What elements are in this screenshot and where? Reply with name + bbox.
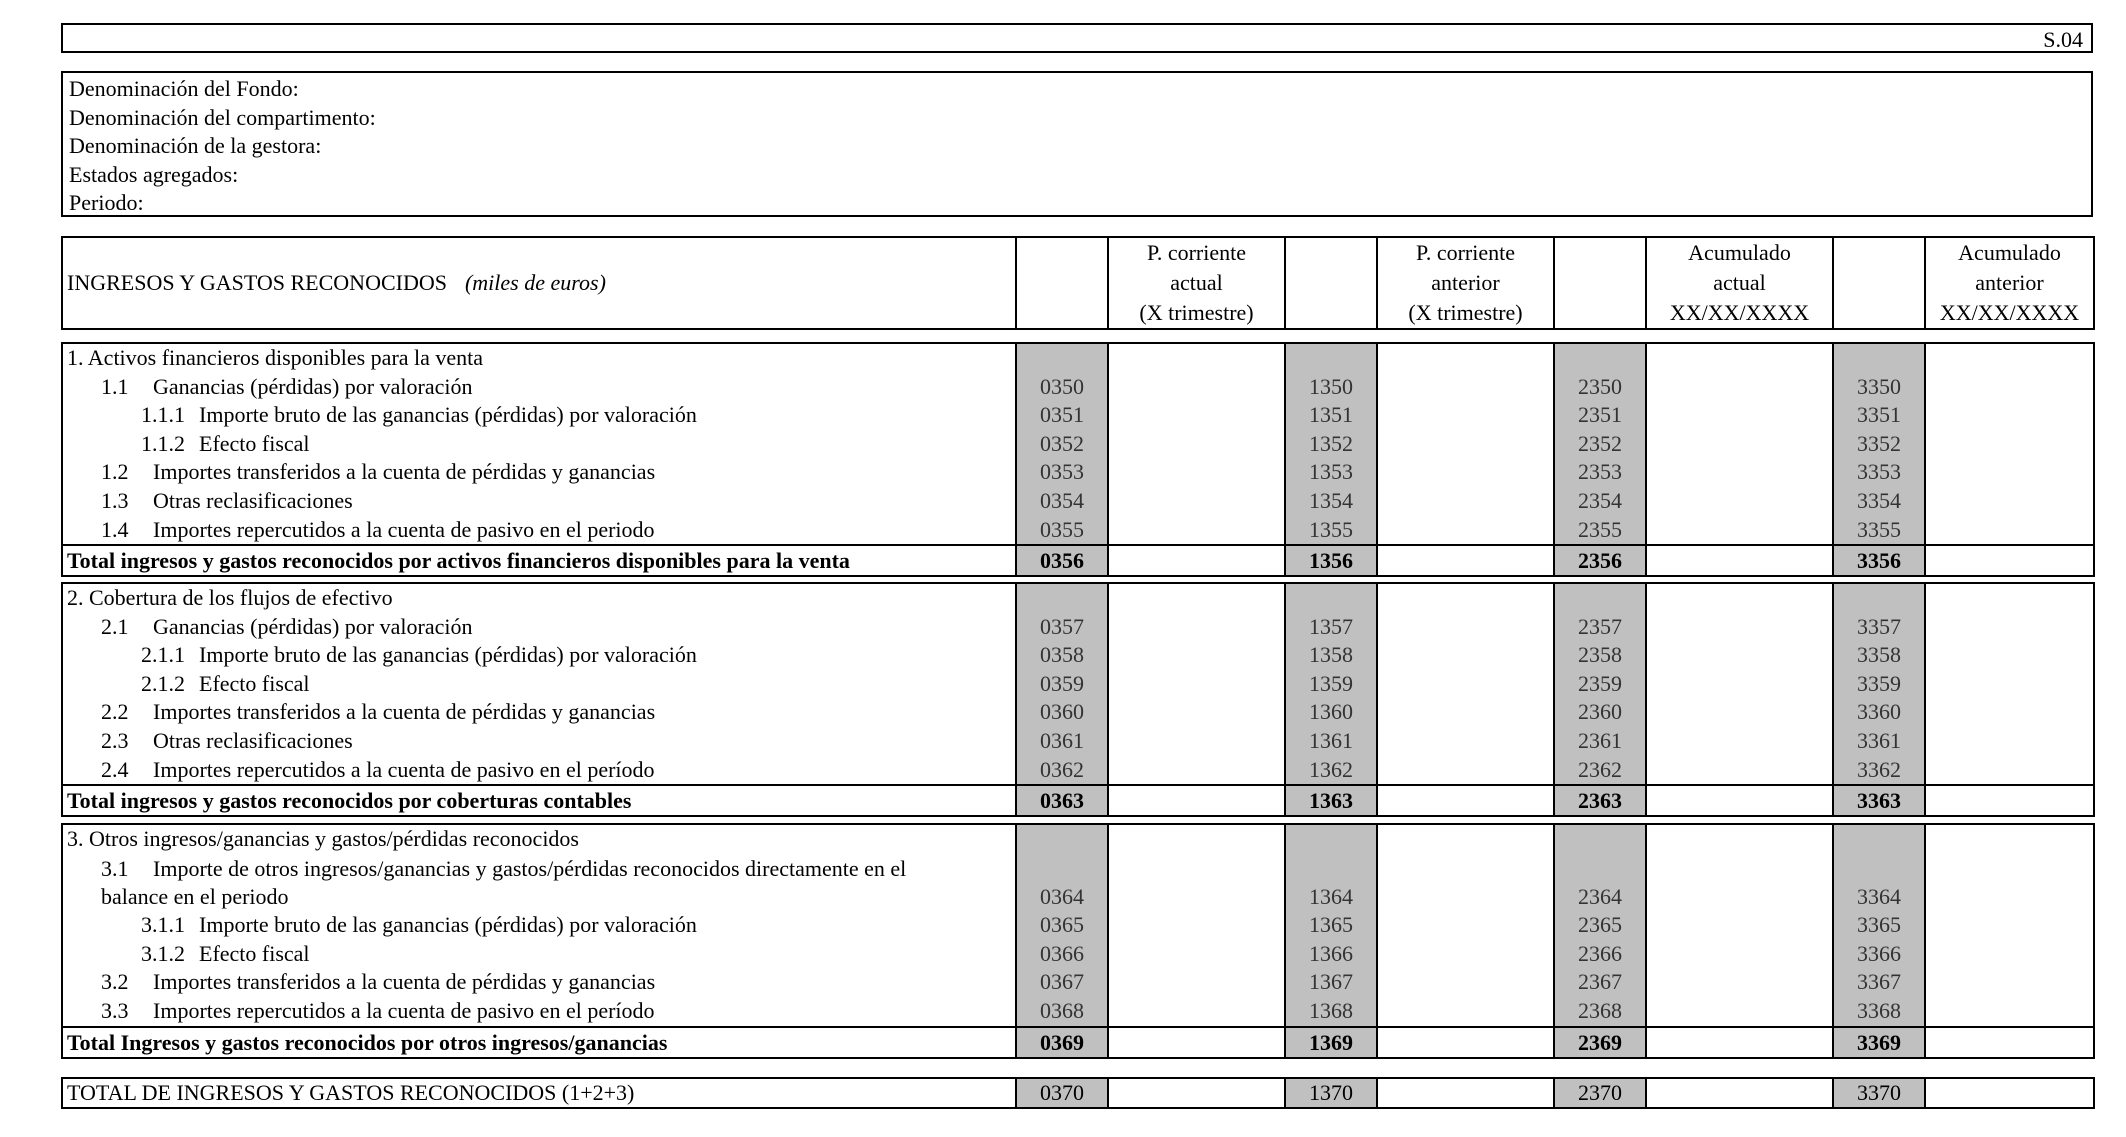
line-label-text: Importes repercutidos a la cuenta de pasivo en el periodo [153,516,655,542]
line-label-text: Efecto fiscal [199,670,310,696]
line-code-cell: 1352 [1285,430,1377,459]
line-code-cell: 2354 [1554,487,1646,516]
line-code-cell: 0364 [1016,883,1108,912]
amount-input-cell[interactable] [1646,940,1833,969]
line-label-text: Otras reclasificaciones [153,727,353,753]
line-code-cell: 1360 [1285,698,1377,727]
amount-input-cell [1646,854,1833,883]
amount-input-cell[interactable] [1925,487,2094,516]
line-code-cell: 3350 [1833,373,1925,402]
fund-name-label: Denominación del Fondo: [69,76,299,101]
form-code: S.04 [2043,27,2083,52]
line-code-cell [1016,583,1108,613]
line-label [62,641,1016,670]
amount-input-cell[interactable] [1646,613,1833,642]
section-title: 2. Cobertura de los flujos de efectivo [62,583,1016,613]
line-label [62,487,1016,516]
line-code-cell: 1366 [1285,940,1377,969]
line-code-cell: 0363 [1016,785,1108,816]
line-code-cell: 2362 [1554,756,1646,786]
line-code-cell: 1370 [1285,1078,1377,1108]
section-3-table [61,823,2095,1059]
amount-input-cell [1925,824,2094,854]
header-text: (X trimestre) [1139,300,1254,325]
amount-input-cell[interactable] [1646,516,1833,546]
amount-input-cell[interactable] [1377,373,1554,402]
amount-input-cell[interactable] [1108,1027,1285,1058]
aggregated-statements-label: Estados agregados: [69,161,239,187]
line-code-cell: 0367 [1016,968,1108,997]
grand-total-label: TOTAL DE INGRESOS Y GASTOS RECONOCIDOS (1+2+3) [62,1078,1016,1108]
form-code-box [61,23,2093,53]
amount-input-cell [1925,343,2094,373]
amount-input-cell[interactable] [1108,516,1285,546]
line-code-cell: 3353 [1833,458,1925,487]
amount-input-cell[interactable] [1646,641,1833,670]
amount-input-cell[interactable] [1377,458,1554,487]
line-number: 1.2 [101,459,129,485]
amount-input-cell[interactable] [1646,670,1833,699]
line-label [62,613,1016,642]
line-code-cell [1554,824,1646,854]
amount-input-cell[interactable] [1925,883,2094,912]
line-code-cell: 3364 [1833,883,1925,912]
amount-input-cell[interactable] [1925,756,2094,786]
line-code-cell [1554,343,1646,373]
line-code-cell: 3366 [1833,940,1925,969]
amount-input-cell[interactable] [1377,1078,1554,1108]
line-code-cell: 2359 [1554,670,1646,699]
amount-input-cell[interactable] [1925,545,2094,576]
header-code-spacer [1285,237,1377,329]
amount-input-cell[interactable] [1646,997,1833,1027]
statement-title-text: INGRESOS Y GASTOS RECONOCIDOS [67,270,447,295]
grand-total-table [61,1077,2095,1109]
amount-input-cell[interactable] [1377,940,1554,969]
amount-input-cell[interactable] [1108,968,1285,997]
amount-input-cell[interactable] [1108,641,1285,670]
line-code-cell: 0370 [1016,1078,1108,1108]
amount-input-cell[interactable] [1108,613,1285,642]
section-total-label: Total ingresos y gastos reconocidos por activos financieros disponibles para la venta [62,545,1016,576]
line-code-cell: 2353 [1554,458,1646,487]
line-code-cell: 1359 [1285,670,1377,699]
amount-input-cell[interactable] [1925,785,2094,816]
line-code-cell: 3352 [1833,430,1925,459]
amount-input-cell[interactable] [1646,458,1833,487]
amount-input-cell[interactable] [1646,756,1833,786]
line-code-cell: 0360 [1016,698,1108,727]
header-text: (X trimestre) [1408,300,1523,325]
amount-input-cell[interactable] [1925,641,2094,670]
line-code-cell: 2370 [1554,1078,1646,1108]
line-code-cell: 2351 [1554,401,1646,430]
line-code-cell: 0359 [1016,670,1108,699]
line-code-cell: 1368 [1285,997,1377,1027]
line-code-cell: 0356 [1016,545,1108,576]
section-title: 3. Otros ingresos/ganancias y gastos/pérdidas reconocidos [62,824,1016,854]
amount-input-cell[interactable] [1377,968,1554,997]
line-code-cell: 1367 [1285,968,1377,997]
line-label-text: Importes repercutidos a la cuenta de pasivo en el período [153,756,655,782]
line-code-cell [1833,583,1925,613]
line-code-cell [1016,824,1108,854]
amount-input-cell[interactable] [1377,401,1554,430]
header-text: anterior [1975,270,2044,295]
amount-input-cell[interactable] [1377,487,1554,516]
amount-input-cell[interactable] [1377,756,1554,786]
line-code-cell: 1364 [1285,883,1377,912]
line-number: 1.1.1 [141,402,185,428]
amount-input-cell[interactable] [1646,430,1833,459]
line-code-cell: 1354 [1285,487,1377,516]
header-text: actual [1170,270,1223,295]
amount-input-cell[interactable] [1646,1027,1833,1058]
line-code-cell: 3354 [1833,487,1925,516]
line-label-text: Efecto fiscal [199,940,310,966]
line-label-text: Importes transferidos a la cuenta de pérdidas y ganancias [153,459,656,485]
line-number: 3.1.1 [141,912,185,938]
line-label [62,430,1016,459]
line-code-cell [1285,583,1377,613]
amount-input-cell[interactable] [1108,487,1285,516]
amount-input-cell[interactable] [1646,487,1833,516]
amount-input-cell[interactable] [1646,968,1833,997]
line-number: 3.3 [101,997,129,1023]
line-label [62,458,1016,487]
amount-input-cell[interactable] [1108,1078,1285,1108]
line-label-text: balance en el periodo [101,883,289,909]
amount-input-cell[interactable] [1646,785,1833,816]
amount-input-cell [1377,583,1554,613]
line-code-cell: 3369 [1833,1027,1925,1058]
line-code-cell: 1369 [1285,1027,1377,1058]
line-code-cell: 2366 [1554,940,1646,969]
header-code-spacer [1016,237,1108,329]
line-code-cell: 2364 [1554,883,1646,912]
section-1-table [61,342,2095,577]
amount-input-cell[interactable] [1925,911,2094,940]
amount-input-cell[interactable] [1108,940,1285,969]
manager-name-label: Denominación de la gestora: [69,133,322,159]
header-code-spacer [1833,237,1925,329]
line-code-cell: 2365 [1554,911,1646,940]
period-label: Periodo: [69,190,144,216]
line-code-cell: 2352 [1554,430,1646,459]
line-code-cell: 1351 [1285,401,1377,430]
amount-input-cell[interactable] [1646,401,1833,430]
line-label [62,883,1016,912]
amount-input-cell[interactable] [1925,516,2094,546]
line-label-text: Importes repercutidos a la cuenta de pasivo en el período [153,997,655,1023]
line-code-cell [1833,824,1925,854]
line-label-text: Importe bruto de las ganancias (pérdidas) por valoración [199,912,697,938]
line-code-cell: 1361 [1285,727,1377,756]
amount-input-cell [1925,854,2094,883]
line-label [62,401,1016,430]
line-code-cell [1554,583,1646,613]
amount-input-cell [1646,824,1833,854]
amount-input-cell[interactable] [1377,641,1554,670]
line-code-cell: 1363 [1285,785,1377,816]
line-code-cell: 1362 [1285,756,1377,786]
line-label [62,516,1016,546]
line-code-cell: 1350 [1285,373,1377,402]
line-label-text: Ganancias (pérdidas) por valoración [153,373,473,399]
line-code-cell [1833,854,1925,883]
line-number: 2.4 [101,756,129,782]
line-code-cell: 3365 [1833,911,1925,940]
line-code-cell: 0352 [1016,430,1108,459]
amount-input-cell[interactable] [1646,373,1833,402]
amount-input-cell [1108,854,1285,883]
line-code-cell [1833,343,1925,373]
line-number: 3.2 [101,969,129,995]
amount-input-cell[interactable] [1377,911,1554,940]
line-code-cell: 0369 [1016,1027,1108,1058]
header-text: XX/XX/XXXX [1939,300,2080,325]
header-text: anterior [1431,270,1500,295]
line-code-cell: 2368 [1554,997,1646,1027]
amount-input-cell[interactable] [1377,613,1554,642]
line-code-cell [1554,854,1646,883]
line-number: 1.3 [101,487,129,513]
line-code-cell: 0368 [1016,997,1108,1027]
amount-input-cell[interactable] [1646,911,1833,940]
amount-input-cell[interactable] [1377,698,1554,727]
amount-input-cell [1377,824,1554,854]
line-code-cell: 1355 [1285,516,1377,546]
amount-input-cell[interactable] [1925,968,2094,997]
line-code-cell: 2357 [1554,613,1646,642]
amount-input-cell[interactable] [1377,883,1554,912]
units-label: (miles de euros) [464,270,606,295]
line-label [62,968,1016,997]
amount-input-cell[interactable] [1925,997,2094,1027]
line-code-cell: 3368 [1833,997,1925,1027]
statement-title [62,237,1016,329]
header-current-period [1108,237,1285,329]
amount-input-cell[interactable] [1646,727,1833,756]
line-number: 2.2 [101,699,129,725]
section-total-label: Total Ingresos y gastos reconocidos por otros ingresos/ganancias [62,1027,1016,1058]
line-label-text: Importes transferidos a la cuenta de pérdidas y ganancias [153,699,656,725]
line-code-cell: 3363 [1833,785,1925,816]
line-code-cell [1016,343,1108,373]
amount-input-cell[interactable] [1646,545,1833,576]
line-code-cell: 2361 [1554,727,1646,756]
line-label [62,727,1016,756]
header-text: Acumulado [1958,240,2061,265]
section-2-table [61,582,2095,817]
line-code-cell [1285,824,1377,854]
line-code-cell: 0362 [1016,756,1108,786]
header-previous-period [1377,237,1554,329]
header-accumulated-current [1646,237,1833,329]
amount-input-cell [1377,343,1554,373]
amount-input-cell[interactable] [1377,670,1554,699]
line-code-cell: 0350 [1016,373,1108,402]
line-code-cell: 3367 [1833,968,1925,997]
amount-input-cell[interactable] [1108,785,1285,816]
line-code-cell: 1357 [1285,613,1377,642]
line-number: 2.1 [101,613,129,639]
line-code-cell [1016,854,1108,883]
line-number: 1.1.2 [141,430,185,456]
line-code-cell: 3357 [1833,613,1925,642]
line-code-cell: 2367 [1554,968,1646,997]
amount-input-cell[interactable] [1377,785,1554,816]
line-code-cell: 3359 [1833,670,1925,699]
line-label [62,670,1016,699]
identification-box [61,71,2093,217]
line-code-cell: 0365 [1016,911,1108,940]
line-label [62,997,1016,1027]
line-label-text: Ganancias (pérdidas) por valoración [153,613,473,639]
amount-input-cell [1646,343,1833,373]
line-label-text: Importe de otros ingresos/ganancias y gastos/pérdidas reconocidos directamente en el [153,855,907,881]
amount-input-cell [1377,854,1554,883]
line-code-cell: 3356 [1833,545,1925,576]
header-accumulated-previous [1925,237,2094,329]
amount-input-cell[interactable] [1377,727,1554,756]
amount-input-cell[interactable] [1377,997,1554,1027]
line-number: 1.4 [101,516,129,542]
amount-input-cell [1108,824,1285,854]
amount-input-cell[interactable] [1108,911,1285,940]
header-text: actual [1713,270,1766,295]
amount-input-cell[interactable] [1925,401,2094,430]
line-number: 1.1 [101,373,129,399]
amount-input-cell[interactable] [1108,698,1285,727]
amount-input-cell[interactable] [1108,670,1285,699]
amount-input-cell[interactable] [1108,727,1285,756]
amount-input-cell[interactable] [1377,516,1554,546]
line-label-text: Efecto fiscal [199,430,310,456]
amount-input-cell[interactable] [1646,1078,1833,1108]
amount-input-cell[interactable] [1925,698,2094,727]
line-code-cell: 2363 [1554,785,1646,816]
amount-input-cell [1108,343,1285,373]
amount-input-cell[interactable] [1925,1078,2094,1108]
header-text: P. corriente [1416,240,1515,265]
header-text: P. corriente [1147,240,1246,265]
line-code-cell: 0353 [1016,458,1108,487]
amount-input-cell[interactable] [1646,698,1833,727]
line-label [62,911,1016,940]
line-label [62,940,1016,969]
line-code-cell: 3362 [1833,756,1925,786]
column-header-table [61,236,2095,330]
line-code-cell: 0355 [1016,516,1108,546]
line-label [62,854,1016,883]
line-code-cell: 0351 [1016,401,1108,430]
line-code-cell: 2356 [1554,545,1646,576]
header-text: Acumulado [1688,240,1791,265]
section-total-label: Total ingresos y gastos reconocidos por coberturas contables [62,785,1016,816]
line-number: 2.3 [101,727,129,753]
line-code-cell: 0357 [1016,613,1108,642]
amount-input-cell[interactable] [1377,430,1554,459]
amount-input-cell[interactable] [1108,430,1285,459]
line-code-cell: 0354 [1016,487,1108,516]
amount-input-cell[interactable] [1925,727,2094,756]
line-code-cell: 0366 [1016,940,1108,969]
line-label-text: Importe bruto de las ganancias (pérdidas) por valoración [199,402,697,428]
amount-input-cell[interactable] [1108,401,1285,430]
line-code-cell: 2355 [1554,516,1646,546]
line-number: 3.1 [101,855,129,881]
amount-input-cell[interactable] [1377,545,1554,576]
line-code-cell: 1353 [1285,458,1377,487]
amount-input-cell [1108,583,1285,613]
amount-input-cell[interactable] [1108,545,1285,576]
line-code-cell: 0361 [1016,727,1108,756]
line-label [62,373,1016,402]
amount-input-cell[interactable] [1925,430,2094,459]
line-number: 2.1.1 [141,642,185,668]
line-code-cell [1285,854,1377,883]
line-code-cell: 3370 [1833,1078,1925,1108]
amount-input-cell[interactable] [1925,1027,2094,1058]
amount-input-cell[interactable] [1108,997,1285,1027]
section-title: 1. Activos financieros disponibles para la venta [62,343,1016,373]
amount-input-cell[interactable] [1925,670,2094,699]
line-code-cell: 2369 [1554,1027,1646,1058]
line-label-text: Otras reclasificaciones [153,487,353,513]
amount-input-cell[interactable] [1646,883,1833,912]
line-label [62,698,1016,727]
amount-input-cell[interactable] [1925,373,2094,402]
line-label [62,756,1016,786]
amount-input-cell [1925,583,2094,613]
amount-input-cell[interactable] [1925,613,2094,642]
line-label-text: Importe bruto de las ganancias (pérdidas) por valoración [199,642,697,668]
line-code-cell: 3361 [1833,727,1925,756]
line-number: 3.1.2 [141,940,185,966]
line-code-cell: 1358 [1285,641,1377,670]
line-code-cell: 0358 [1016,641,1108,670]
header-text: XX/XX/XXXX [1669,300,1810,325]
line-label-text: Importes transferidos a la cuenta de pérdidas y ganancias [153,969,656,995]
line-number: 2.1.2 [141,670,185,696]
amount-input-cell[interactable] [1925,458,2094,487]
amount-input-cell[interactable] [1377,1027,1554,1058]
header-code-spacer [1554,237,1646,329]
line-code-cell: 2358 [1554,641,1646,670]
line-code-cell: 3355 [1833,516,1925,546]
line-code-cell: 3360 [1833,698,1925,727]
line-code-cell: 1356 [1285,545,1377,576]
line-code-cell: 1365 [1285,911,1377,940]
amount-input-cell[interactable] [1108,458,1285,487]
compartment-name-label: Denominación del compartimento: [69,104,376,130]
line-code-cell [1285,343,1377,373]
line-code-cell: 3358 [1833,641,1925,670]
line-code-cell: 2350 [1554,373,1646,402]
amount-input-cell[interactable] [1108,373,1285,402]
amount-input-cell[interactable] [1108,883,1285,912]
line-code-cell: 3351 [1833,401,1925,430]
line-code-cell: 2360 [1554,698,1646,727]
amount-input-cell[interactable] [1108,756,1285,786]
amount-input-cell[interactable] [1925,940,2094,969]
amount-input-cell [1646,583,1833,613]
